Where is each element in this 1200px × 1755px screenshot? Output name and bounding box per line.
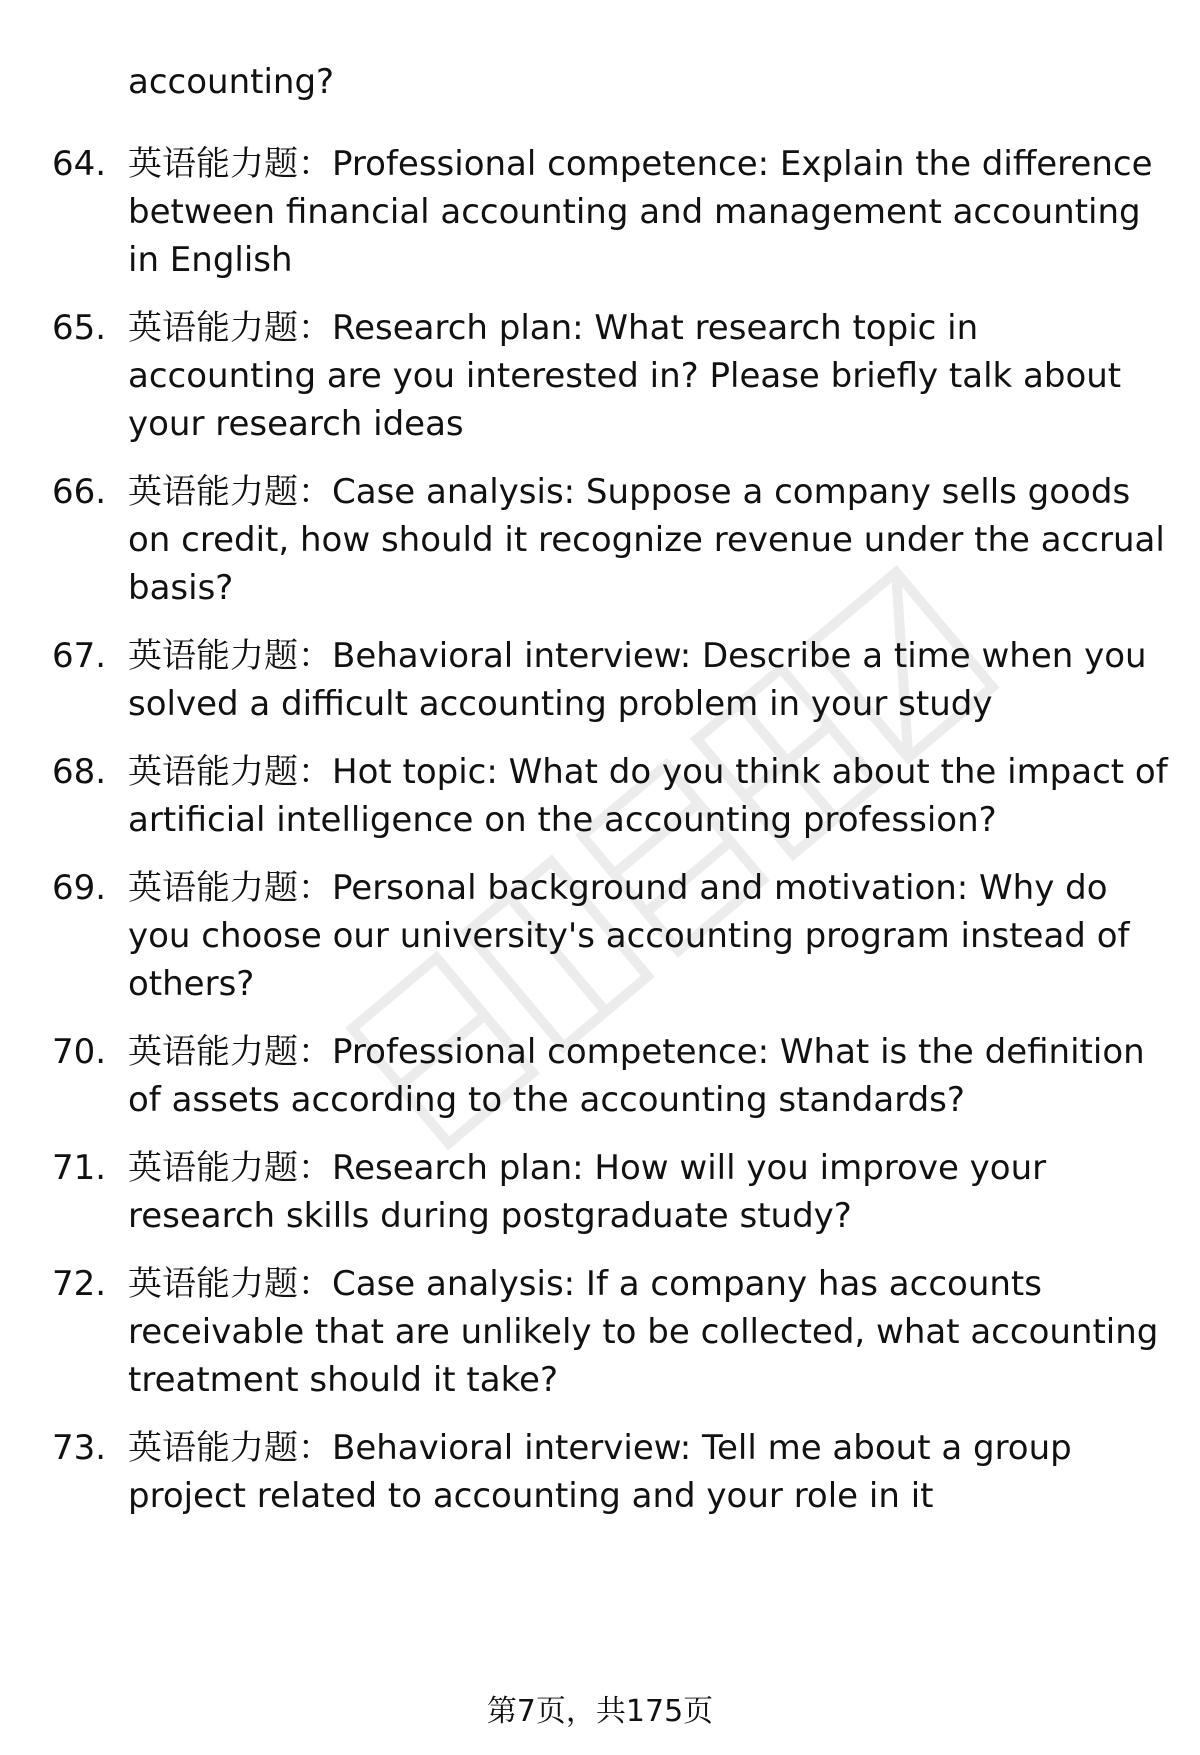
question-text: 英语能力题：Personal background and motivation: Why do you choose our university's accounting program instead of others? — [128, 868, 1130, 1004]
question-number: 72. — [52, 1264, 107, 1304]
continued-question-text: accounting? — [128, 62, 335, 102]
question-number: 70. — [52, 1032, 107, 1072]
question-text: 英语能力题：Behavioral interview: Tell me about a group project related to accounting and your role in it — [128, 1428, 1072, 1516]
question-item — [0, 1144, 1200, 1240]
question-text: 英语能力题：Case analysis: If a company has accounts receivable that are unlikely to be collected, what accounting treatment should it take? — [128, 1264, 1159, 1400]
question-number: 68. — [52, 752, 107, 792]
question-item — [0, 1424, 1200, 1520]
question-item — [0, 632, 1200, 728]
question-item — [0, 468, 1200, 612]
page-footer: 第7页，共175页 — [486, 1694, 714, 1729]
question-item — [0, 864, 1200, 1008]
question-number: 71. — [52, 1148, 107, 1188]
question-text: 英语能力题：Research plan: What research topic in accounting are you interested in? Please briefly talk about your research ideas — [128, 308, 1122, 444]
question-text: 英语能力题：Behavioral interview: Describe a time when you solved a difficult accounting problem in your study — [128, 636, 1147, 724]
question-text: 英语能力题：Hot topic: What do you think about the impact of artificial intelligence on the accounting profession? — [128, 752, 1168, 840]
question-number: 67. — [52, 636, 107, 676]
question-number: 69. — [52, 868, 107, 908]
question-text: 英语能力题：Professional competence: What is the definition of assets according to the accounting standards? — [128, 1032, 1145, 1120]
question-number: 64. — [52, 144, 107, 184]
question-text: 英语能力题：Research plan: How will you improve your research skills during postgraduate study? — [128, 1148, 1047, 1236]
question-item — [0, 1260, 1200, 1404]
question-item — [0, 304, 1200, 448]
question-list — [0, 140, 1200, 1540]
question-item — [0, 748, 1200, 844]
question-number: 73. — [52, 1428, 107, 1468]
question-number: 66. — [52, 472, 107, 512]
question-text: 英语能力题：Professional competence: Explain the difference between financial accounting and management accounting in English — [128, 144, 1153, 280]
question-item — [0, 140, 1200, 284]
question-text: 英语能力题：Case analysis: Suppose a company sells goods on credit, how should it recognize revenue under the accrual basis? — [128, 472, 1165, 608]
question-number: 65. — [52, 308, 107, 348]
question-item — [0, 1028, 1200, 1124]
